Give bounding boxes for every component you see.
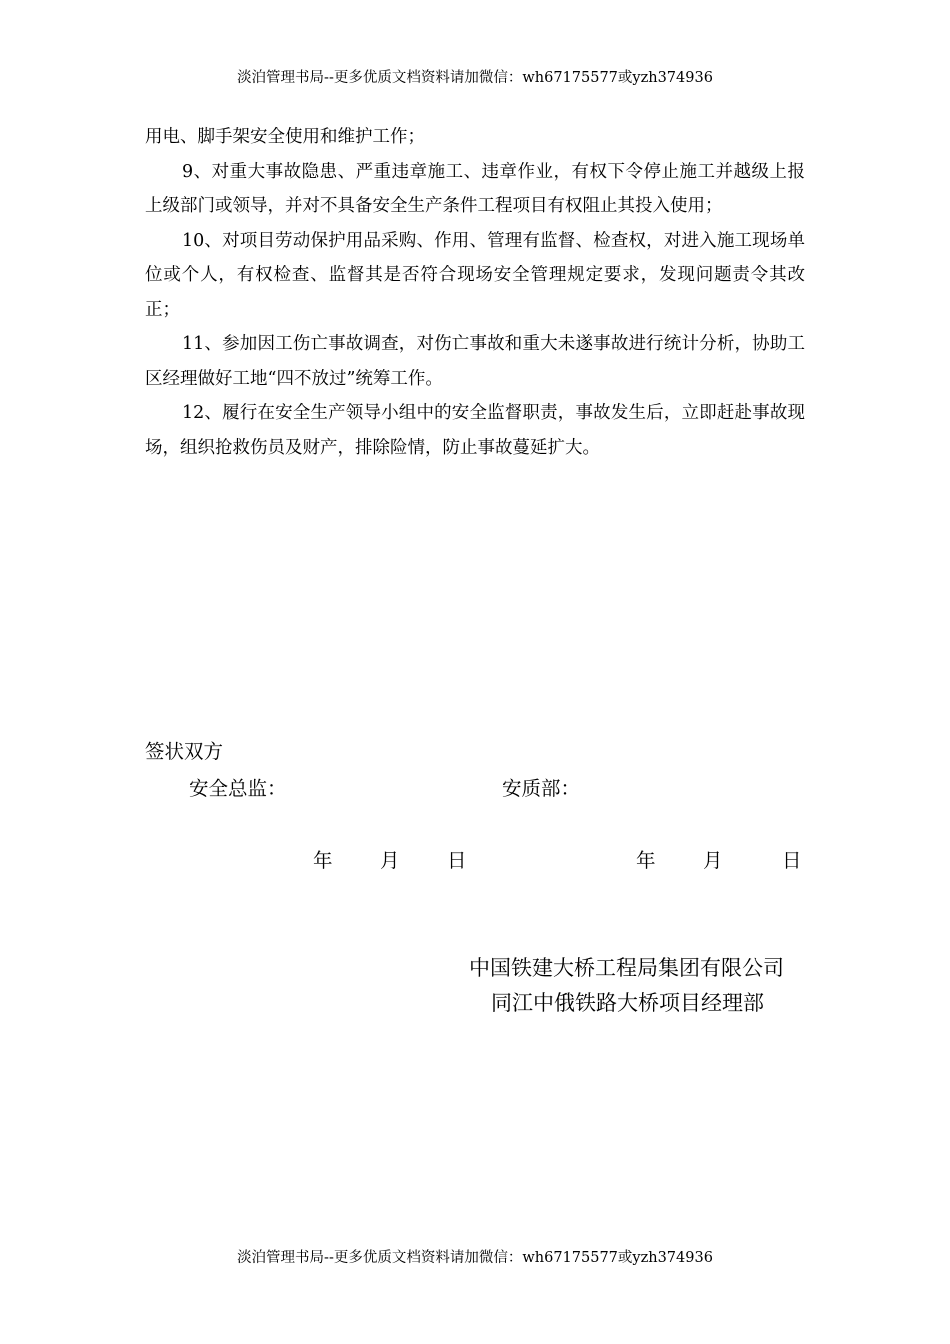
document-body xyxy=(145,120,805,465)
party-b-label: 安质部： xyxy=(502,777,581,800)
paragraph-continuation: 用电、脚手架安全使用和维护工作； xyxy=(145,127,425,147)
date-a-month: 月 xyxy=(380,849,400,872)
page-footer: 淡泊管理书局--更多优质文档资料请加微信：wh67175577或yzh374936 xyxy=(237,1250,713,1266)
signature-heading: 签状双方 xyxy=(145,740,224,763)
date-a-year: 年 xyxy=(313,849,333,872)
date-b-year: 年 xyxy=(636,849,656,872)
paragraph-item-12: 12、履行在安全生产领导小组中的安全监督职责，事故发生后，立即赶赴事故现场，组织抢救伤员及财产，排除险情，防止事故蔓延扩大。 xyxy=(145,403,805,458)
company-name: 中国铁建大桥工程局集团有限公司 xyxy=(469,956,784,980)
department-name: 同江中俄铁路大桥项目经理部 xyxy=(491,991,764,1015)
date-a-day: 日 xyxy=(447,849,467,872)
paragraph-item-11: 11、参加因工伤亡事故调查，对伤亡事故和重大未遂事故进行统计分析，协助工区经理做好工地“四不放过”统筹工作。 xyxy=(145,334,805,389)
date-b-month: 月 xyxy=(703,849,723,872)
paragraph-item-9: 9、对重大事故隐患、严重违章施工、违章作业，有权下令停止施工并越级上报上级部门或领导，并对不具备安全生产条件工程项目有权阻止其投入使用； xyxy=(145,161,805,216)
paragraph-item-10: 10、对项目劳动保护用品采购、作用、管理有监督、检查权，对进入施工现场单位或个人，有权检查、监督其是否符合现场安全管理规定要求，发现问题责令其改正； xyxy=(145,230,805,320)
page-header: 淡泊管理书局--更多优质文档资料请加微信：wh67175577或yzh374936 xyxy=(237,70,713,86)
party-a-label: 安全总监： xyxy=(189,777,287,800)
date-b-day: 日 xyxy=(782,849,802,872)
